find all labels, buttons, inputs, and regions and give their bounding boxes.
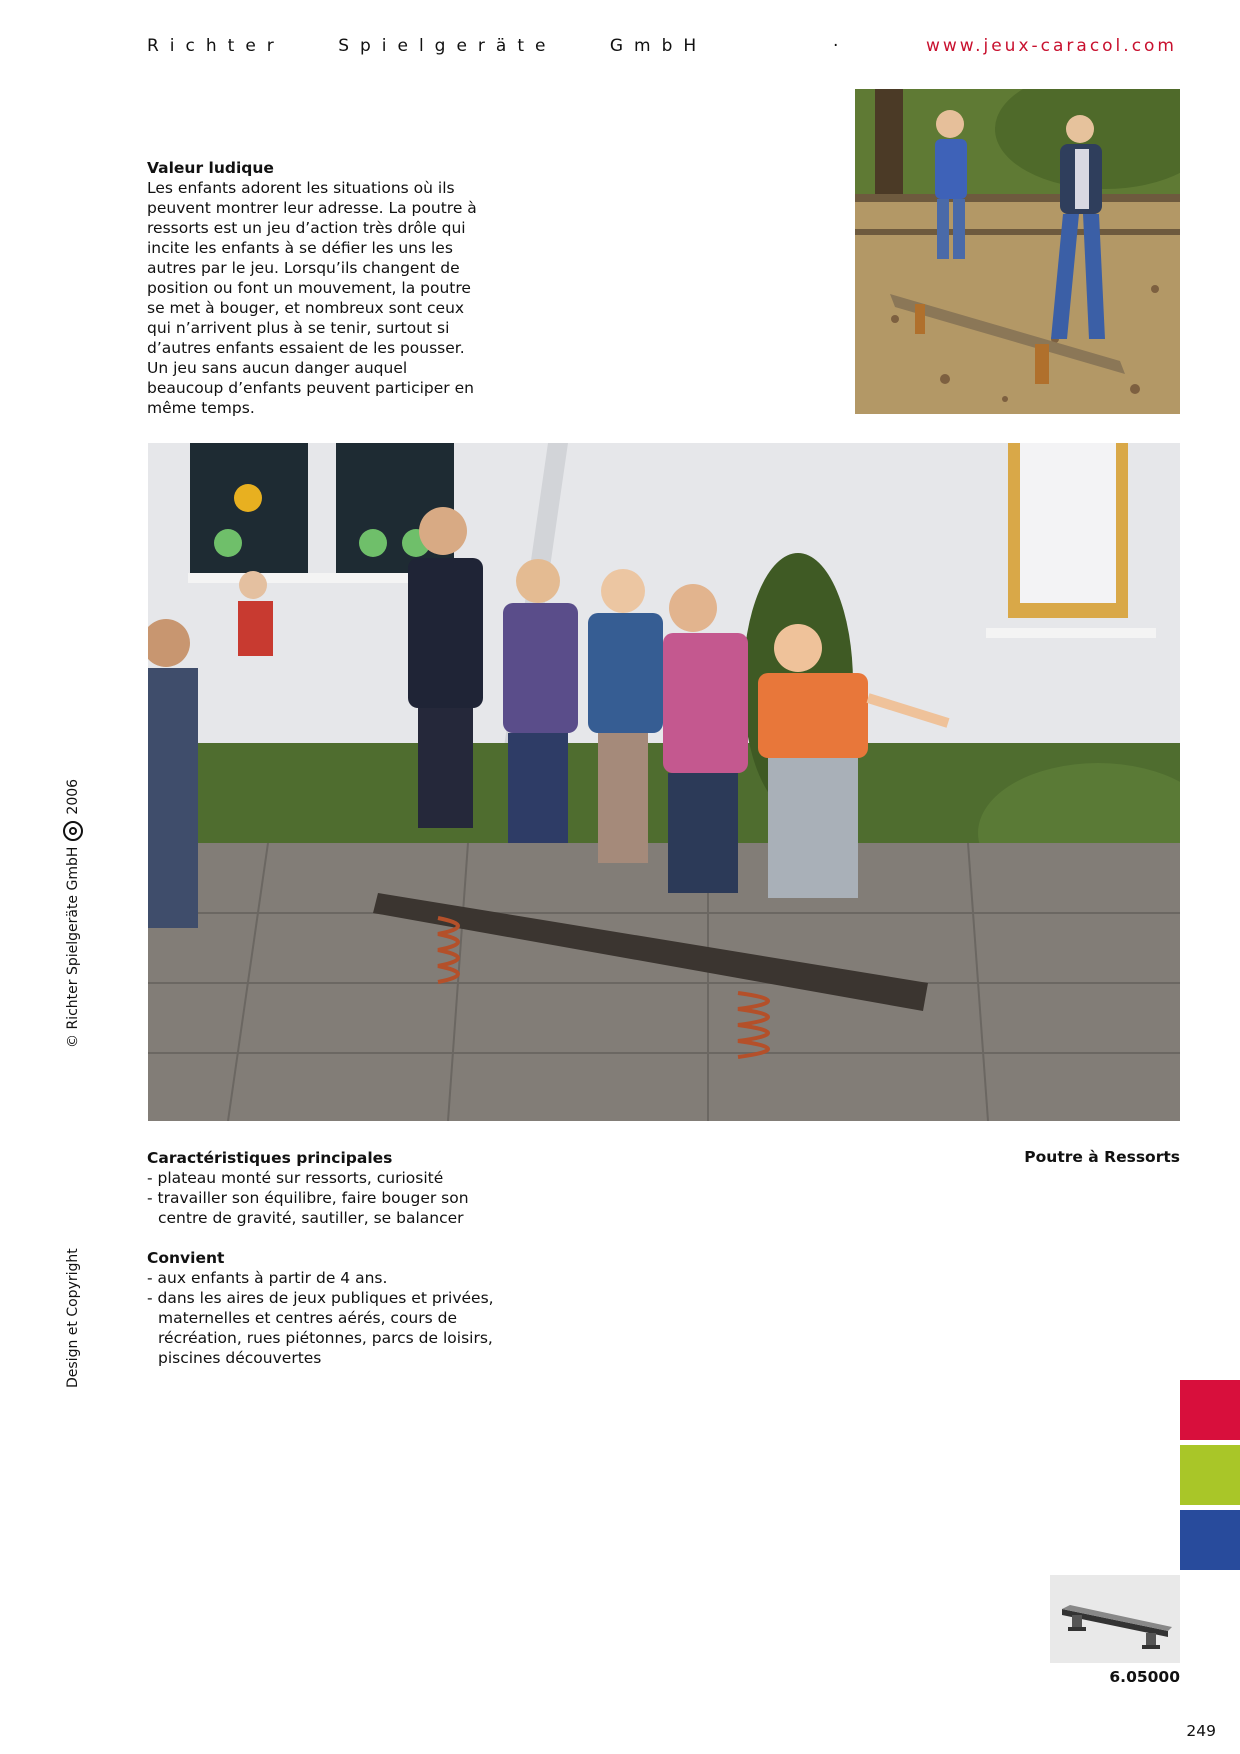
- product-name: Poutre à Ressorts: [1024, 1148, 1180, 1166]
- page-header: [147, 36, 1177, 62]
- color-swatch-red: [1180, 1380, 1240, 1440]
- convient-list: [147, 1268, 507, 1368]
- product-thumbnail: [1050, 1575, 1180, 1663]
- article-number: 6.05000: [1109, 1668, 1180, 1686]
- copyright-text: © Richter Spielgeräte GmbH: [65, 846, 81, 1048]
- caracteristique-item: - plateau monté sur ressorts, curiosité: [147, 1169, 444, 1187]
- website-url[interactable]: www.jeux-caracol.com: [925, 36, 1177, 56]
- spring-beam-icon: [1050, 1575, 1180, 1663]
- caracteristique-item: - travailler son équilibre, faire bouger son centre de gravité, sautiller, se balancer: [147, 1189, 469, 1227]
- color-swatch-green: [1180, 1445, 1240, 1505]
- page-number: 249: [1186, 1722, 1216, 1740]
- photo-main-illustration: [148, 443, 1180, 1121]
- caracteristiques-title: Caractéristiques principales: [147, 1149, 393, 1167]
- side-design-copyright: Design et Copyright: [65, 1248, 81, 1388]
- photo-children-group-on-beam: [148, 443, 1180, 1121]
- company-word-2: Spielgeräte: [338, 36, 557, 56]
- company-word-3: GmbH: [609, 36, 708, 56]
- convient-item: - dans les aires de jeux publiques et privées, maternelles et centres aérés, cours de récréation, rues piétonnes, parcs de loisirs, piscines découvertes: [147, 1289, 494, 1367]
- caracteristiques-section: [147, 1148, 507, 1228]
- company-word-1: Richter: [147, 36, 285, 56]
- company-name: [147, 36, 707, 56]
- caracteristiques-list: [147, 1168, 507, 1228]
- copyright-year: 2006: [65, 778, 81, 815]
- snail-logo-icon: [63, 821, 83, 841]
- convient-section: [147, 1248, 507, 1368]
- color-swatch-blue: [1180, 1510, 1240, 1570]
- side-copyright: [62, 708, 84, 1048]
- convient-title: Convient: [147, 1249, 225, 1267]
- header-separator: ·: [833, 36, 839, 56]
- valeur-ludique-section: [147, 158, 477, 418]
- convient-item: - aux enfants à partir de 4 ans.: [147, 1269, 388, 1287]
- photo-children-on-beam: [855, 89, 1180, 414]
- valeur-ludique-text: Les enfants adorent les situations où ils peuvent montrer leur adresse. La poutre à ressorts est un jeu d’action très drôle qui incite les enfants à se défier les uns les autres par le jeu. Lorsqu’ils changent de position ou font un mouvement, la poutre se met à bouger, et nombreux sont ceux qui n’arrivent plus à se tenir, surtout si d’autres enfants essaient de les pousser. Un jeu sans aucun danger auquel beaucoup d’enfants peuvent participer en même temps.: [147, 179, 477, 417]
- photo-top-illustration: [855, 89, 1180, 414]
- valeur-ludique-title: Valeur ludique: [147, 159, 274, 177]
